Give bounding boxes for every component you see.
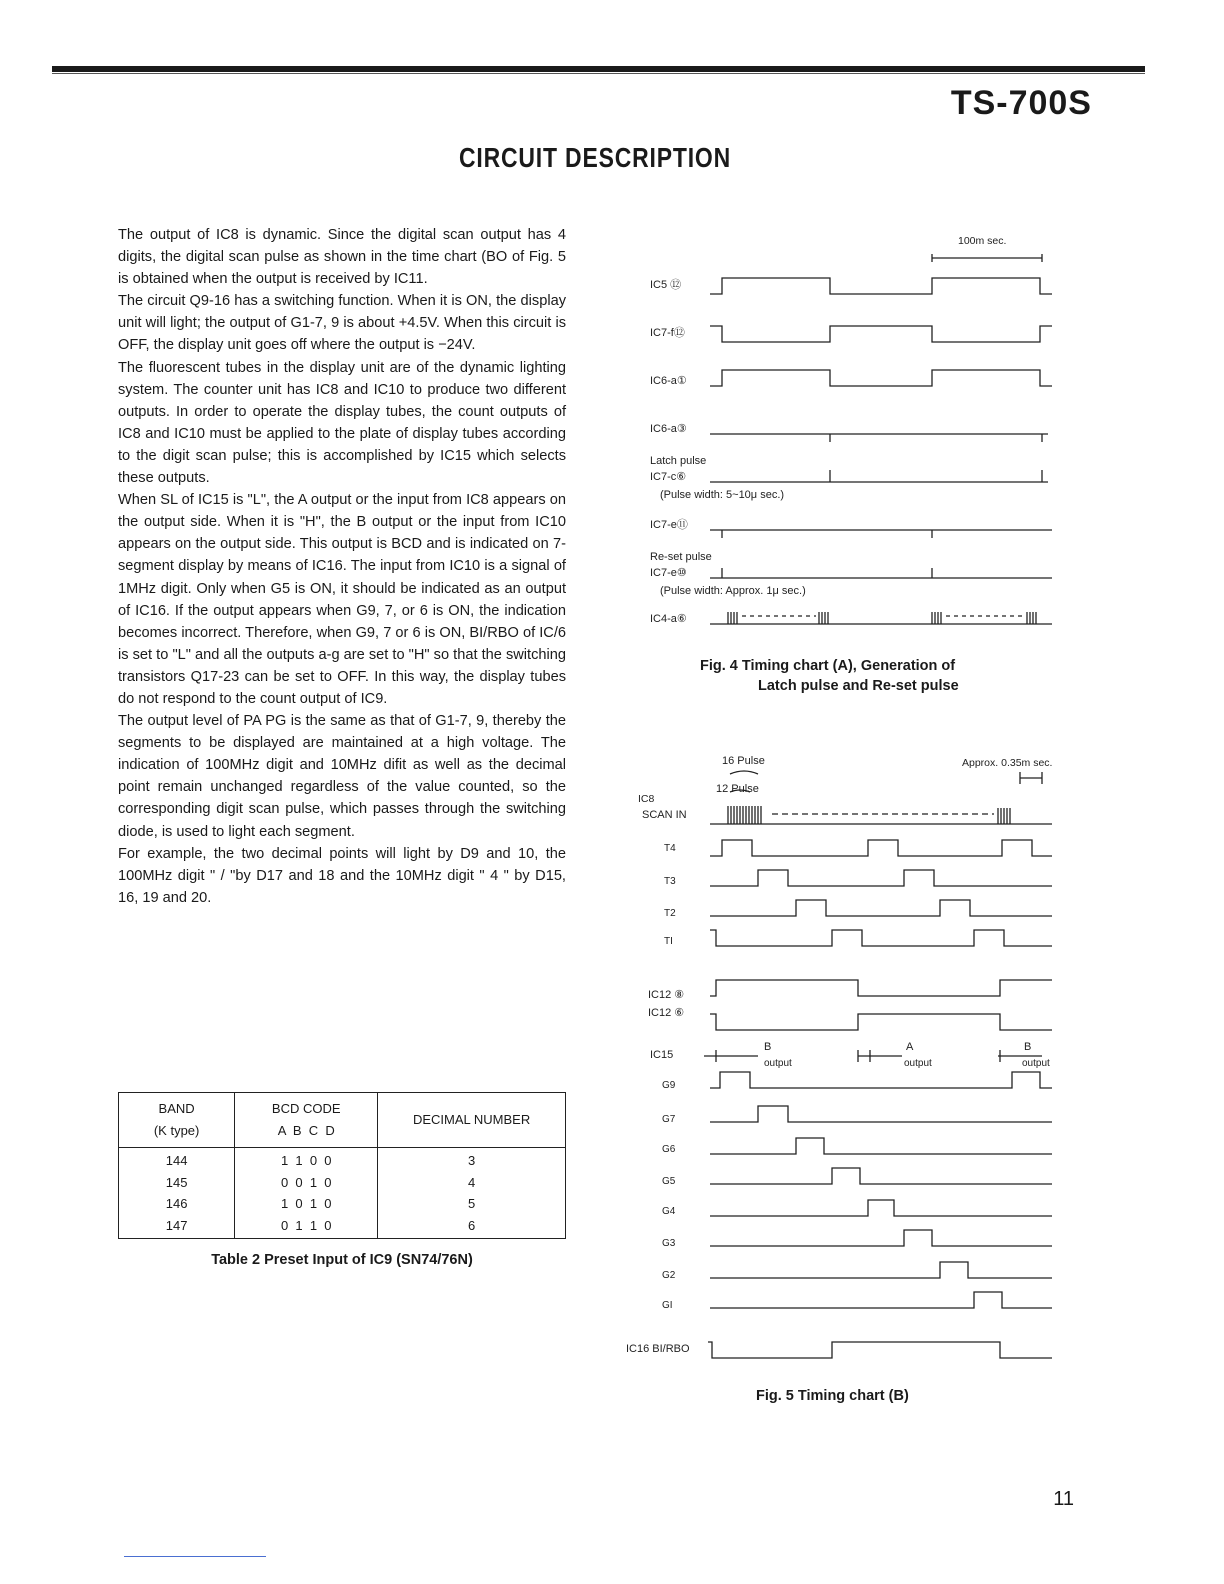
label-output-mid: output xyxy=(904,1058,932,1069)
band-value: 147 xyxy=(165,1217,188,1233)
waveform-g7 xyxy=(710,1106,1052,1122)
decimal-value: 6 xyxy=(468,1217,476,1233)
label-reset: Re-set pulse xyxy=(650,551,712,563)
waveform-ic12-8 xyxy=(710,980,1052,996)
bcd-value: 1 1 0 0 xyxy=(280,1153,332,1168)
cell-decimal xyxy=(378,1148,566,1239)
timing-chart-a xyxy=(612,226,1092,636)
label-t3: T3 xyxy=(664,876,676,887)
label-ic6a3: IC6-a③ xyxy=(650,423,687,435)
label-output-right: output xyxy=(1022,1058,1050,1069)
label-g5: G5 xyxy=(662,1176,676,1187)
label-b-right: B xyxy=(1024,1041,1032,1053)
waveform-t3 xyxy=(710,870,1052,886)
label-ic12-8: IC12 ⑧ xyxy=(648,989,685,1001)
label-ic7e11: IC7-e⑪ xyxy=(650,519,688,531)
paragraph-2: The circuit Q9-16 has a switching function. When it is ON, the display unit will light; the output of G1-7, 9 is about +4.5V. When this circuit is OFF, the display unit goes off where the output is −24V. xyxy=(118,293,566,354)
waveform-g5 xyxy=(710,1168,1052,1184)
fig4-caption xyxy=(700,656,1020,696)
label-ic16: IC16 BI/RBO xyxy=(626,1343,690,1355)
paragraph-6: For example, the two decimal points will light by D9 and 10, the 100MHz digit " / "by D17 and 18 and the 10MHz digit " 4 " by D15, 16, 19 and 20. xyxy=(118,845,566,906)
waveform-ic7f xyxy=(710,326,1052,342)
band-value: 144 xyxy=(165,1153,188,1168)
label-ic7e10: IC7-e⑩ xyxy=(650,567,687,579)
label-ic7c: IC7-c⑥ xyxy=(650,471,687,483)
label-g9: G9 xyxy=(662,1080,676,1091)
bottom-link-line xyxy=(124,1556,266,1557)
scale-bar xyxy=(932,254,1042,262)
label-t1: TI xyxy=(664,936,673,947)
header-bcd-label: BCD CODE xyxy=(271,1101,341,1116)
page-title: CIRCUIT DESCRIPTION xyxy=(459,142,731,173)
table-row xyxy=(119,1148,566,1239)
bcd-value: 0 0 1 0 xyxy=(280,1174,332,1190)
waveform-g6 xyxy=(710,1138,1052,1154)
label-16-pulse: 16 Pulse xyxy=(722,755,765,767)
label-g4: G4 xyxy=(662,1206,676,1217)
page-number: 11 xyxy=(1053,1488,1074,1510)
band-value: 146 xyxy=(165,1196,188,1211)
bcd-value: 1 0 1 0 xyxy=(280,1196,332,1211)
header-band xyxy=(119,1093,235,1148)
paragraph-3: The fluorescent tubes in the display unit are of the dynamic lighting system. The counter unit has IC8 and IC10 to produce two different outputs. In order to operate the display tubes, the count outputs of IC8 and IC10 must be applied to the plate of display tubes according to the digit scan pulse; this is accomplished by IC15 which selects these outputs. xyxy=(118,359,566,487)
waveform-ic7e11 xyxy=(710,530,1052,538)
label-12-pulse: 12 Pulse xyxy=(716,783,759,795)
waveform-ic6a1 xyxy=(710,370,1052,386)
waveform-latch xyxy=(710,470,1048,482)
fig4-caption-line2: Latch pulse and Re-set pulse xyxy=(758,678,959,694)
scale-label: 100m sec. xyxy=(958,235,1007,247)
table-caption: Table 2 Preset Input of IC9 (SN74/76N) xyxy=(211,1252,473,1268)
bcd-value: 0 1 1 0 xyxy=(280,1217,332,1233)
model-number: TS-700S xyxy=(950,84,1092,122)
fig5-caption: Fig. 5 Timing chart (B) xyxy=(756,1388,909,1404)
header-rule xyxy=(52,66,1145,72)
waveform-reset xyxy=(710,568,1052,578)
waveform-t2 xyxy=(710,900,1052,916)
label-b-left: B xyxy=(764,1041,772,1053)
label-ic6a1: IC6-a① xyxy=(650,375,687,387)
waveform-g4 xyxy=(710,1200,1052,1216)
waveform-g3 xyxy=(710,1230,1052,1246)
label-scan-in: SCAN IN xyxy=(642,809,687,821)
label-ic4a: IC4-a⑥ xyxy=(650,613,687,625)
cell-bcd xyxy=(235,1148,378,1239)
header-decimal: DECIMAL NUMBER xyxy=(378,1093,566,1148)
label-ic15: IC15 xyxy=(650,1049,674,1061)
label-g2: G2 xyxy=(662,1270,676,1281)
header-band-label: BAND xyxy=(158,1101,195,1116)
waveform-ic5 xyxy=(710,278,1052,294)
waveform-g9 xyxy=(710,1072,1052,1088)
label-t2: T2 xyxy=(664,908,676,919)
waveform-ic12-6 xyxy=(710,1014,1052,1030)
decimal-value: 4 xyxy=(468,1174,476,1190)
paragraph-4: When SL of IC15 is "L", the A output or the input from IC8 appears on the output side. When it is "H", the B output or the input from IC10 appears on the output side. This output is BCD and is indicated on 7-segment display by means of IC16. The input from IC10 is a signal of 1MHz digit. Only when G5 is ON, it should be indicated as an output of IC16. If the output appears when G9, 7, or 6 is ON, the indication becomes incorrect. Therefore, when G9, 7 or 6 is ON, BI/RBO of IC/6 is set to "L" and all the outputs a-g are set to "H" so that the switching transistors Q17-23 can be set to OFF. In this way, the display tubes do not respond to the count output of IC9. xyxy=(118,492,566,707)
waveform-g1 xyxy=(710,1292,1052,1308)
decimal-value: 3 xyxy=(468,1153,476,1168)
fig4-caption-line1: Fig. 4 Timing chart (A), Generation of xyxy=(700,658,956,674)
label-ic5: IC5 ⑫ xyxy=(650,279,682,291)
label-output-left: output xyxy=(764,1058,792,1069)
label-ic7f: IC7-f⑫ xyxy=(650,327,685,339)
label-latch-width: (Pulse width: 5~10μ sec.) xyxy=(660,489,785,501)
waveform-ic6a3 xyxy=(710,434,1048,442)
label-ic12-6: IC12 ⑥ xyxy=(648,1007,685,1019)
label-ic8: IC8 xyxy=(638,793,655,805)
header-bcd-sub: A B C D xyxy=(277,1123,335,1138)
label-a-mid: A xyxy=(906,1041,914,1053)
label-approx: Approx. 0.35m sec. xyxy=(962,757,1053,769)
cell-band xyxy=(119,1148,235,1239)
header-bcd xyxy=(235,1093,378,1148)
band-value: 145 xyxy=(165,1174,188,1190)
label-latch: Latch pulse xyxy=(650,455,707,467)
decimal-value: 5 xyxy=(468,1196,476,1211)
label-reset-width: (Pulse width: Approx. 1μ sec.) xyxy=(660,585,806,597)
label-g3: G3 xyxy=(662,1238,676,1249)
preset-input-table xyxy=(118,1092,566,1239)
header-rule-thin xyxy=(52,73,1145,74)
preset-table-wrap xyxy=(118,1092,566,1239)
waveform-t1 xyxy=(710,930,1052,946)
waveform-t4 xyxy=(710,840,1052,856)
body-text xyxy=(118,224,566,909)
label-t4: T4 xyxy=(664,843,676,854)
timing-chart-b xyxy=(612,748,1092,1368)
paragraph-5: The output level of PA PG is the same as that of G1-7, 9, thereby the segments to be displayed are maintained at a high voltage. The indication of 100MHz digit and 10MHz difit as well as the decimal point remain unchanged regardless of the value counted, so the corresponding digit scan pulse, which passes through the switching diode, is used to light each segment. xyxy=(118,713,566,840)
waveform-g2 xyxy=(710,1262,1052,1278)
label-g6: G6 xyxy=(662,1144,676,1155)
waveform-ic16 xyxy=(708,1342,1052,1358)
label-g1: GI xyxy=(662,1300,673,1311)
paragraph-1: The output of IC8 is dynamic. Since the digital scan output has 4 digits, the digital scan pulse as shown in the time chart (BO of Fig. 5 is obtained when the output is received by IC11. xyxy=(118,227,566,288)
header-band-sub: (K type) xyxy=(153,1123,200,1138)
label-g7: G7 xyxy=(662,1114,676,1125)
